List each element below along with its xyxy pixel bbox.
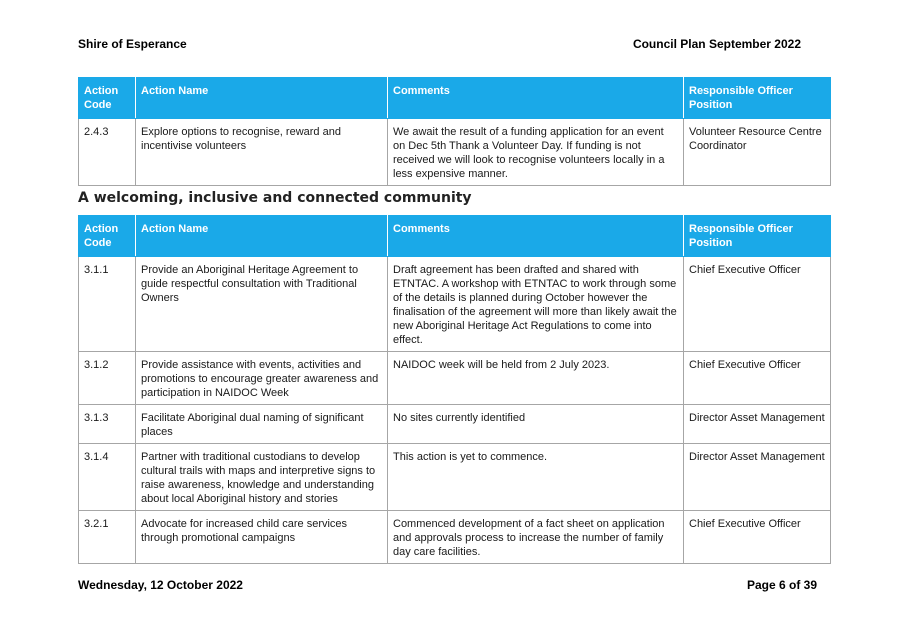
comments-cell: Commenced development of a fact sheet on application and approvals process to increase the number of family day care facilities.: [388, 511, 684, 564]
action-code-cell: 3.1.1: [79, 257, 136, 352]
comments-cell: No sites currently identified: [388, 405, 684, 444]
column-header-responsible-officer: Responsible Officer Position: [684, 216, 831, 257]
action-name-cell: Facilitate Aboriginal dual naming of significant places: [136, 405, 388, 444]
comments-cell: We await the result of a funding application for an event on Dec 5th Thank a Volunteer Day. If funding is not received we will look to recognise volunteers locally in a less expensive manner.: [388, 119, 684, 186]
section-heading: A welcoming, inclusive and connected community: [78, 190, 472, 206]
table-row: [79, 352, 831, 405]
table-row: [79, 119, 831, 186]
responsible-officer-cell: Chief Executive Officer: [684, 511, 831, 564]
action-name-cell: Provide assistance with events, activities and promotions to encourage greater awareness and participation in NAIDOC Week: [136, 352, 388, 405]
column-header-comments: Comments: [388, 216, 684, 257]
column-header-action-code: Action Code: [79, 78, 136, 119]
table-row: [79, 257, 831, 352]
action-code-cell: 2.4.3: [79, 119, 136, 186]
column-header-responsible-officer: Responsible Officer Position: [684, 78, 831, 119]
header-document-title: Council Plan September 2022: [632, 37, 801, 51]
responsible-officer-cell: Chief Executive Officer: [684, 352, 831, 405]
actions-table-1: [78, 77, 831, 186]
comments-cell: This action is yet to commence.: [388, 444, 684, 511]
footer-date: Wednesday, 12 October 2022: [78, 578, 243, 592]
column-header-action-name: Action Name: [136, 78, 388, 119]
responsible-officer-cell: Chief Executive Officer: [684, 257, 831, 352]
comments-cell: NAIDOC week will be held from 2 July 2023.: [388, 352, 684, 405]
action-name-cell: Provide an Aboriginal Heritage Agreement to guide respectful consultation with Traditional Owners: [136, 257, 388, 352]
action-code-cell: 3.1.2: [79, 352, 136, 405]
action-name-cell: Partner with traditional custodians to develop cultural trails with maps and interpretive signs to raise awareness, knowledge and understanding about local Aboriginal history and stories: [136, 444, 388, 511]
header-organisation: Shire of Esperance: [78, 37, 187, 51]
action-code-cell: 3.1.3: [79, 405, 136, 444]
table-header-row: [79, 78, 831, 119]
action-code-cell: 3.2.1: [79, 511, 136, 564]
column-header-action-name: Action Name: [136, 216, 388, 257]
action-name-cell: Advocate for increased child care services through promotional campaigns: [136, 511, 388, 564]
action-name-cell: Explore options to recognise, reward and incentivise volunteers: [136, 119, 388, 186]
table-row: [79, 444, 831, 511]
comments-cell: Draft agreement has been drafted and shared with ETNTAC. A workshop with ETNTAC to work through some of the details is planned during October however the finalisation of the agreement will more than likely await the new Aboriginal Heritage Act Regulations to come into effect.: [388, 257, 684, 352]
responsible-officer-cell: Volunteer Resource Centre Coordinator: [684, 119, 831, 186]
column-header-comments: Comments: [388, 78, 684, 119]
table-row: [79, 511, 831, 564]
footer-page-number: Page 6 of 39: [746, 578, 817, 592]
table-header-row: [79, 216, 831, 257]
responsible-officer-cell: Director Asset Management: [684, 405, 831, 444]
responsible-officer-cell: Director Asset Management: [684, 444, 831, 511]
action-code-cell: 3.1.4: [79, 444, 136, 511]
actions-table-2: [78, 215, 831, 564]
column-header-action-code: Action Code: [79, 216, 136, 257]
table-row: [79, 405, 831, 444]
